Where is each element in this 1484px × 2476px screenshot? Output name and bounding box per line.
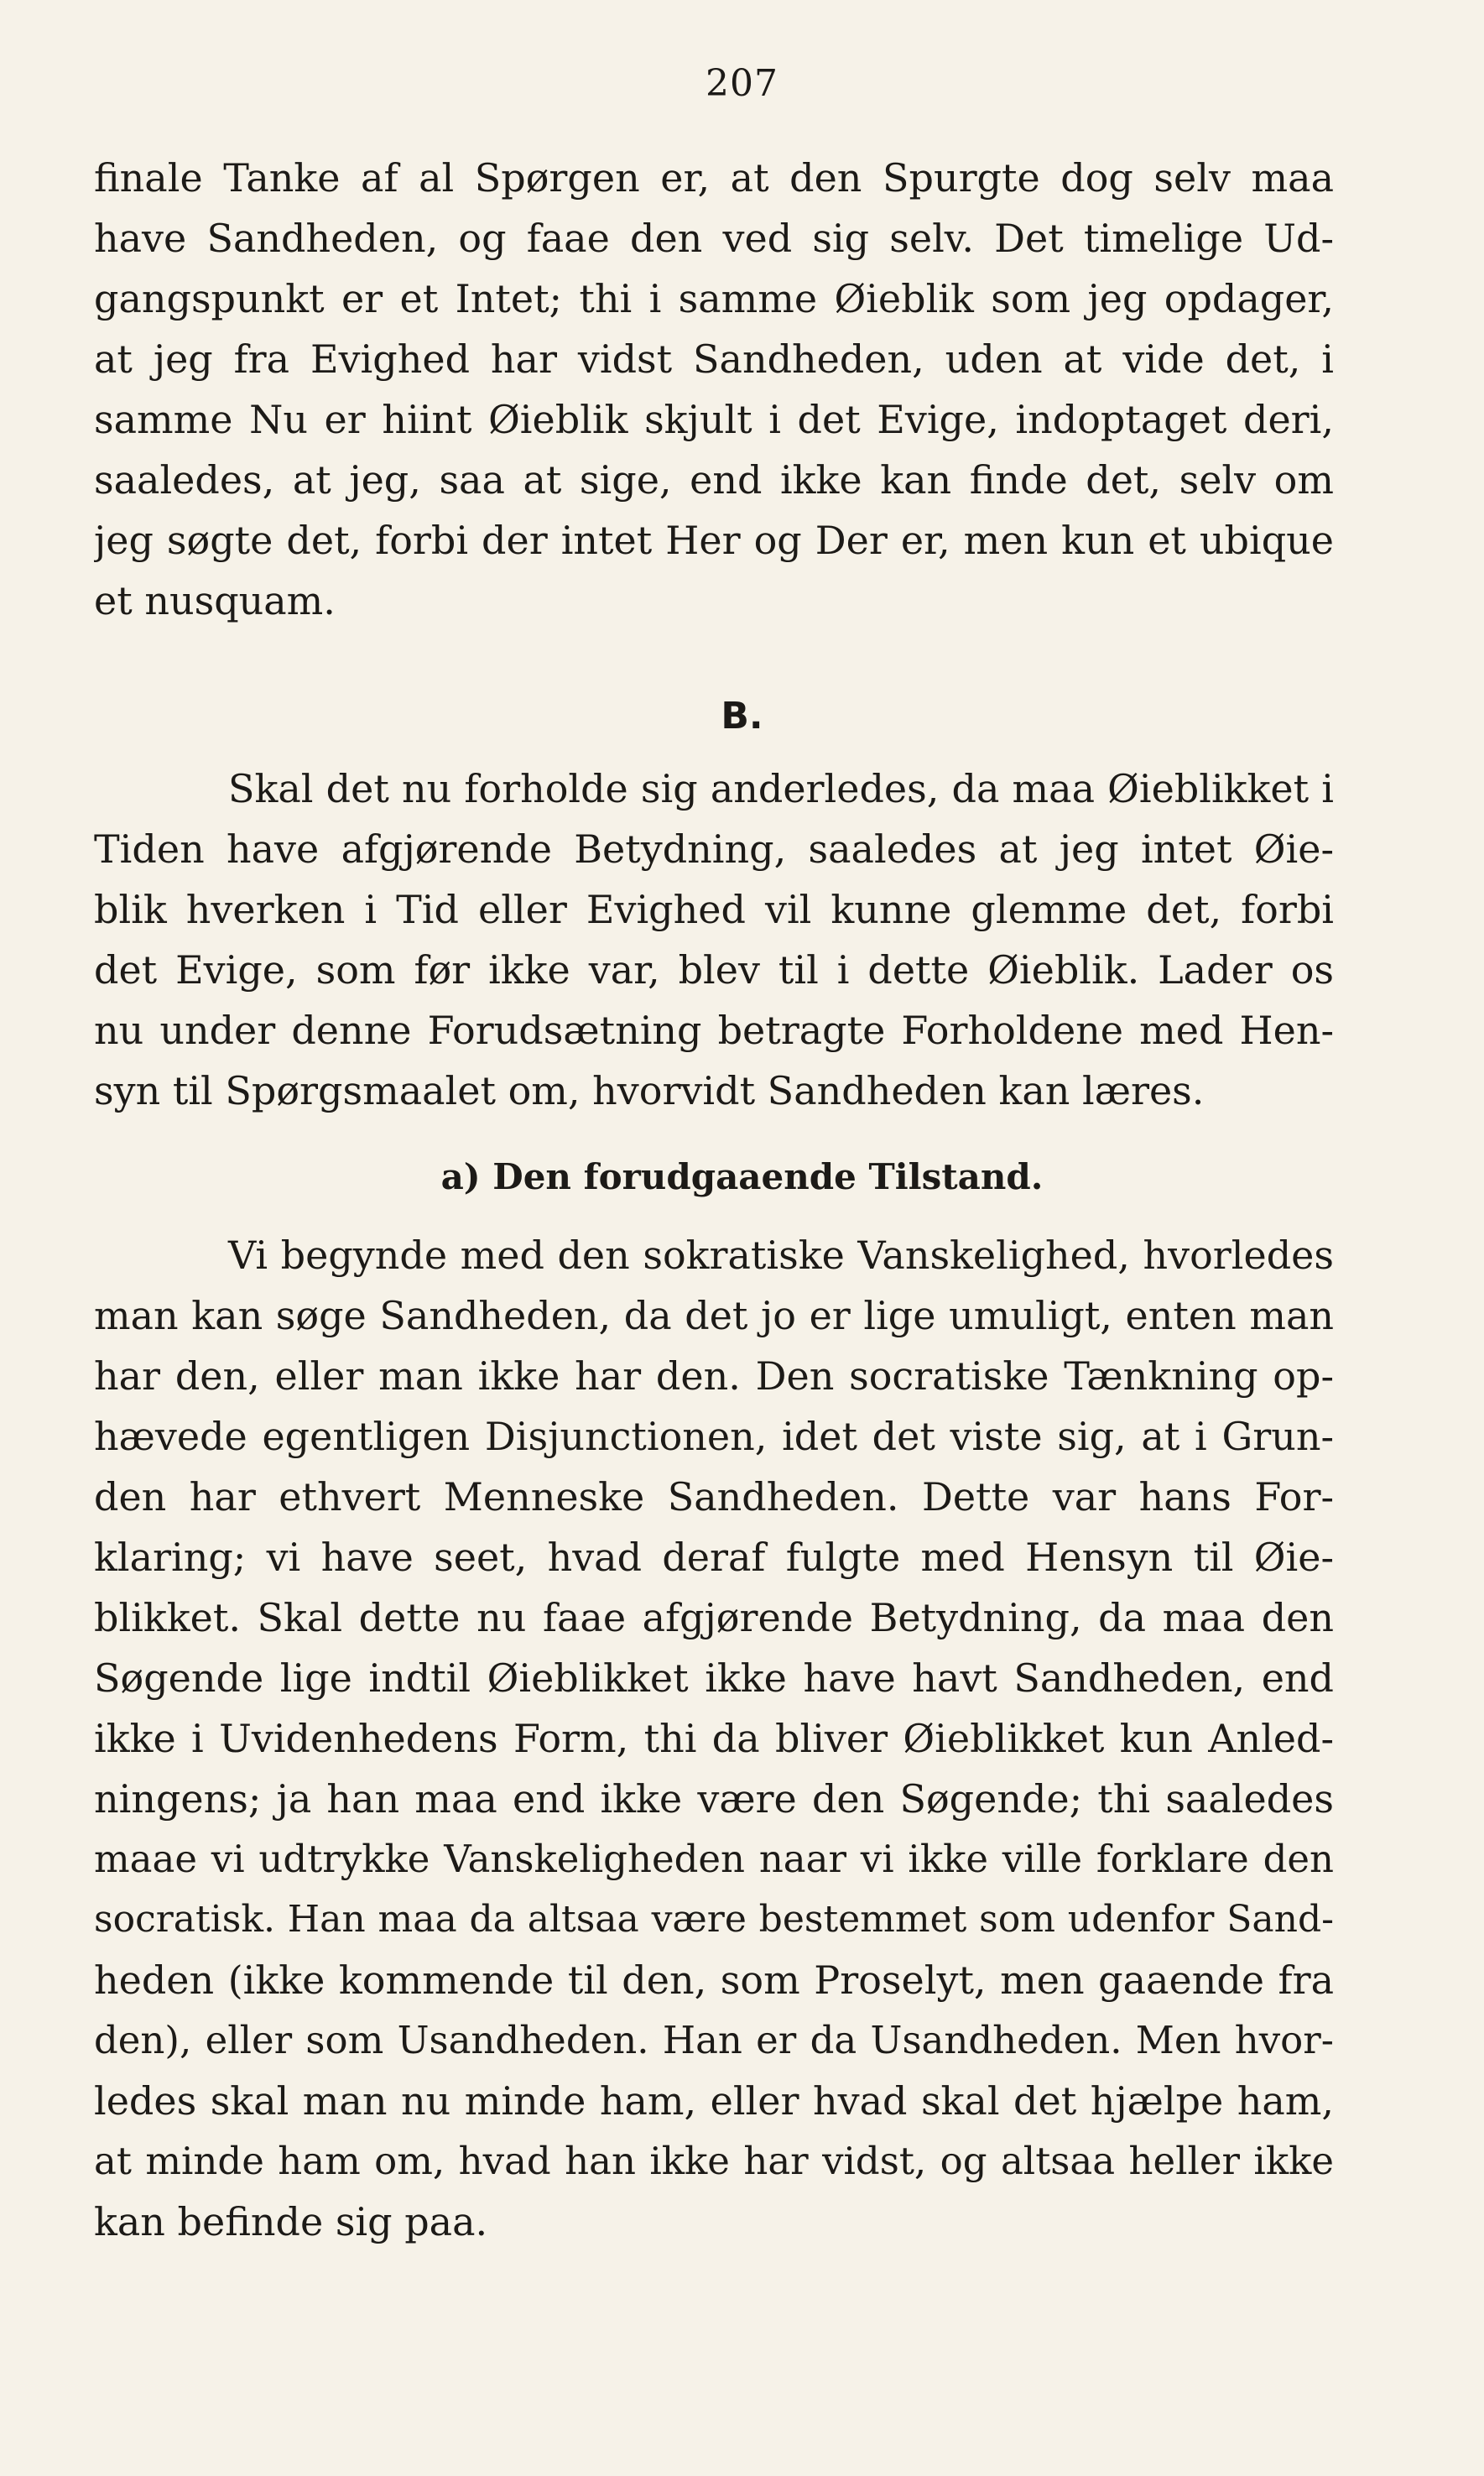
text-line: et nusquam. [94, 578, 336, 623]
text-line: syn til Spørgsmaalet om, hvorvidt Sandheden kan læres. [94, 1068, 1205, 1113]
text-line: hævede egentligen Disjunctionen, idet det viste sig, at i Grun- [94, 1414, 1334, 1459]
text-line: nu under denne Forudsætning betragte Forholdene med Hen- [94, 1008, 1334, 1053]
text-line: har den, eller man ikke har den. Den socratiske Tænkning op- [94, 1353, 1334, 1399]
text-line: Tiden have afgjørende Betydning, saaledes at jeg intet Øie- [94, 826, 1334, 872]
text-line: den), eller som Usandheden. Han er da Usandheden. Men hvor- [94, 2018, 1334, 2062]
text-line: at minde ham om, hvad han ikke har vidst, og altsaa heller ikke [94, 2139, 1334, 2183]
paragraph-1 [94, 148, 1334, 631]
text-line: det Evige, som før ikke var, blev til i dette Øieblik. Lader os [94, 947, 1334, 993]
text-line: have Sandheden, og faae den ved sig selv. Det timelige Ud- [94, 216, 1334, 261]
text-line: ningens; ja han maa end ikke være den Søgende; thi saaledes [94, 1776, 1334, 1822]
text-line: ikke i Uvidenhedens Form, thi da bliver Øieblikket kun Anled- [94, 1716, 1334, 1761]
section-heading-b: B. [721, 695, 763, 738]
text-line: jeg søgte det, forbi der intet Her og Der er, men kun et ubique [94, 518, 1334, 563]
text-line: Vi begynde med den sokratiske Vanskelighed, hvorledes [228, 1233, 1334, 1278]
text-line: at jeg fra Evighed har vidst Sandheden, uden at vide det, i [94, 336, 1334, 382]
text-line: finale Tanke af al Spørgen er, at den Spurgte dog selv maa [94, 155, 1334, 201]
text-line: blikket. Skal dette nu faae afgjørende Betydning, da maa den [94, 1595, 1334, 1640]
text-line: heden (ikke kommende til den, som Proselyt, men gaaende fra [94, 1957, 1334, 2003]
text-line: den har ethvert Menneske Sandheden. Dette var hans For- [94, 1474, 1334, 1519]
text-line: man kan søge Sandheden, da det jo er lige umuligt, enten man [94, 1293, 1334, 1338]
text-line: kan befinde sig paa. [94, 2199, 488, 2244]
text-line: Skal det nu forholde sig anderledes, da maa Øieblikket i [228, 766, 1334, 811]
text-line: gangspunkt er et Intet; thi i samme Øieblik som jeg opdager, [94, 276, 1334, 321]
paragraph-3 [94, 1225, 1334, 2252]
text-line: klaring; vi have seet, hvad deraf fulgte med Hensyn til Øie- [94, 1535, 1334, 1580]
subheading: a) Den forudgaaende Tilstand. [440, 1156, 1044, 1197]
text-line: maae vi udtrykke Vanskeligheden naar vi ikke ville forklare den [94, 1837, 1334, 1881]
text-line: socratisk. Han maa da altsaa være bestemmet som udenfor Sand- [94, 1898, 1334, 1941]
text-line: samme Nu er hiint Øieblik skjult i det Evige, indoptaget deri, [94, 397, 1334, 442]
text-line: blik hverken i Tid eller Evighed vil kunne glemme det, forbi [94, 887, 1334, 932]
paragraph-2 [94, 758, 1334, 1121]
text-line: Søgende lige indtil Øieblikket ikke have havt Sandheden, end [94, 1655, 1334, 1701]
text-line: ledes skal man nu minde ham, eller hvad skal det hjælpe ham, [94, 2078, 1334, 2124]
text-line: saaledes, at jeg, saa at sige, end ikke kan finde det, selv om [94, 457, 1334, 503]
page-number: 207 [706, 62, 778, 105]
